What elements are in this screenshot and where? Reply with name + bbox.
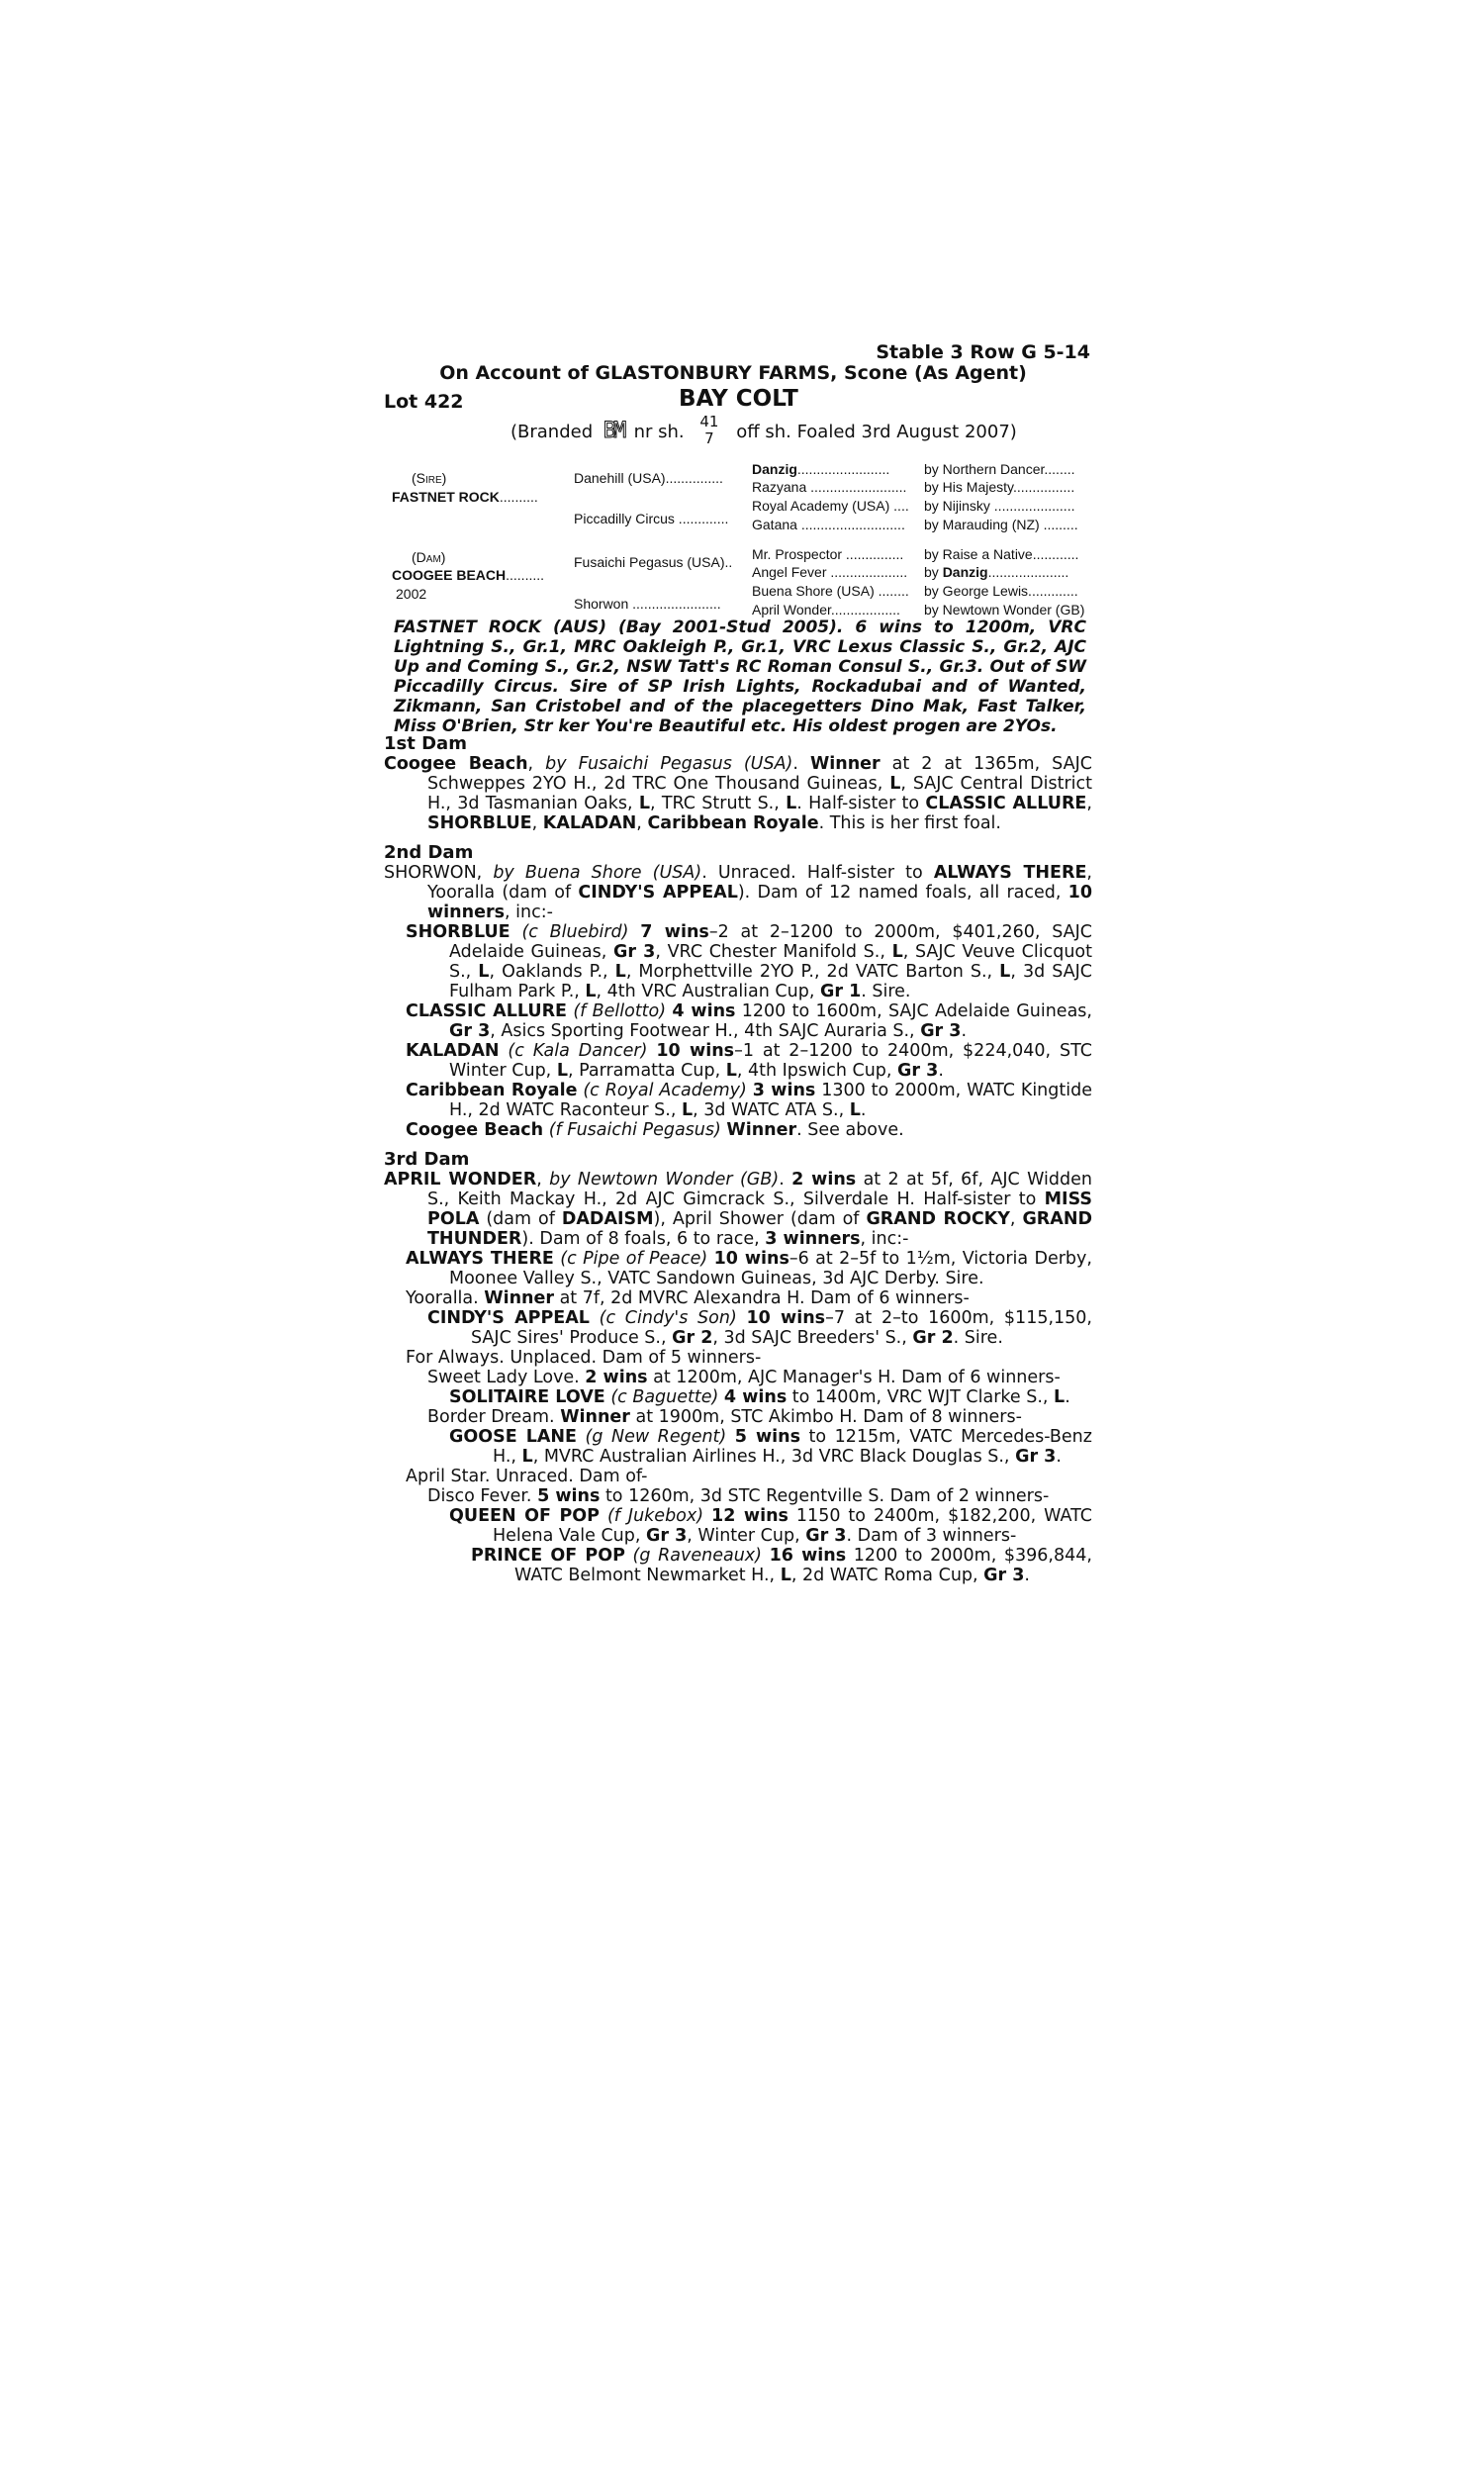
dam-sire: Fusaichi Pegasus (USA).. [574,554,733,570]
progeny-entry: CLASSIC ALLURE (f Bellotto) 4 wins 1200 to 1600m, SAJC Adelaide Guineas, Gr 3, Asics Sporting Footwear H., 4th SAJC Auraria S., Gr 3. [406,1001,1092,1041]
g3-7: April Wonder.................. [752,602,900,618]
progeny-entry: PRINCE OF POP (g Raveneaux) 16 wins 1200 to 2000m, $396,844, WATC Belmont Newmarket H., L, 2d WATC Roma Cup, Gr 3. [471,1546,1092,1585]
g3-5: Angel Fever .................... [752,564,908,580]
second-dam-heading: 2nd Dam [384,842,474,863]
first-dam-heading: 1st Dam [384,733,467,754]
sire-summary: FASTNET ROCK (AUS) (Bay 2001-Stud 2005). 6 wins to 1200m, VRC Lightning S., Gr.1, MRC Oakleigh P., Gr.1, VRC Lexus Classic S., Gr.2, AJC Up and Coming S., Gr.2, NSW Tatt's RC Roman Consul S., Gr.3. Out of SW Piccadilly Circus. Sire of SP Irish Lights, Rockadubai and of Wanted, Zikmann, San Cristobel and of the placegetters Dino Mak, Fast Talker, Miss O'Brien, Str ker You're Beautiful etc. His oldest progen are 2YOs. [394,618,1086,736]
g3-3: Gatana ........................... [752,517,905,532]
sire-role: (Sire) [412,470,447,486]
g4-5: by Danzig..................... [924,564,1069,580]
brand-line: (Branded BM nr sh. 41 7 off sh. Foaled 3rd August 2007) [510,413,1017,447]
progeny-entry: SOLITAIRE LOVE (c Baguette) 4 wins to 1400m, VRC WJT Clarke S., L. [449,1387,1070,1407]
progeny-entry: ALWAYS THERE (c Pipe of Peace) 10 wins–6 at 2–5f to 1½m, Victoria Derby, Moonee Valley S., VATC Sandown Guineas, 3d AJC Derby. Sire. [406,1249,1092,1288]
progeny-entry: CINDY'S APPEAL (c Cindy's Son) 10 wins–7 at 2–to 1600m, $115,150, SAJC Sires' Produce S., Gr 2, 3d SAJC Breeders' S., Gr 2. Sire. [427,1308,1092,1348]
dam-name: COOGEE BEACH.......... [392,567,545,583]
progeny-entry: SHORBLUE (c Bluebird) 7 wins–2 at 2–1200 to 2000m, $401,260, SAJC Adelaide Guineas, Gr 3, VRC Chester Manifold S., L, SAJC Veuve Clicquot S., L, Oaklands P., L, Morphettville 2YO P., 2d VATC Barton S., L, 3d SAJC Fulham Park P., L, 4th VRC Australian Cup, Gr 1. Sire. [406,922,1093,1001]
horse-title: BAY COLT [679,386,798,412]
progeny-entry: GOOSE LANE (g New Regent) 5 wins to 1215m, VATC Mercedes-Benz H., L, MVRC Australian Airlines H., 3d VRC Black Douglas S., Gr 3. [449,1427,1092,1467]
first-dam-entry: Coogee Beach, by Fusaichi Pegasus (USA). Winner at 2 at 1365m, SAJC Schweppes 2YO H., 2d TRC One Thousand Guineas, L, SAJC Central District H., 3d Tasmanian Oaks, L, TRC Strutt S., L. Half-sister to CLASSIC ALLURE, SHORBLUE, KALADAN, Caribbean Royale. This is her first foal. [384,754,1092,833]
progeny-entry: KALADAN (c Kala Dancer) 10 wins–1 at 2–1200 to 2400m, $224,040, STC Winter Cup, L, Parramatta Cup, L, 4th Ipswich Cup, Gr 3. [406,1041,1092,1081]
progeny-entry: Sweet Lady Love. 2 wins at 1200m, AJC Manager's H. Dam of 6 winners- [427,1368,1061,1387]
g4-7: by Newtown Wonder (GB) [924,602,1085,618]
vendor-account: On Account of GLASTONBURY FARMS, Scone (As Agent) [439,362,1027,384]
g4-4: by Raise a Native............ [924,546,1079,562]
g4-2: by Nijinsky ..................... [924,498,1075,514]
dam-dam: Shorwon ....................... [574,596,721,612]
stable-location: Stable 3 Row G 5-14 [876,341,1090,363]
g3-0: Danzig........................ [752,461,890,477]
progeny-entry: Caribbean Royale (c Royal Academy) 3 wins 1300 to 2000m, WATC Kingtide H., 2d WATC Raconteur S., L, 3d WATC ATA S., L. [406,1081,1092,1120]
g4-3: by Marauding (NZ) ......... [924,517,1078,532]
third-dam-heading: 3rd Dam [384,1149,470,1170]
g3-2: Royal Academy (USA) .... [752,498,909,514]
progeny-entry: Yooralla. Winner at 7f, 2d MVRC Alexandra H. Dam of 6 winners- [406,1288,970,1308]
g4-6: by George Lewis............. [924,583,1078,599]
sire-name: FASTNET ROCK.......... [392,489,538,505]
progeny-entry: Coogee Beach (f Fusaichi Pegasus) Winner. See above. [406,1120,904,1140]
progeny-entry: QUEEN OF POP (f Jukebox) 12 wins 1150 to 2400m, $182,200, WATC Helena Vale Cup, Gr 3, Winter Cup, Gr 3. Dam of 3 winners- [449,1506,1092,1546]
progeny-entry: April Star. Unraced. Dam of- [406,1467,648,1486]
lot-number: Lot 422 [384,391,464,413]
progeny-entry: Disco Fever. 5 wins to 1260m, 3d STC Regentville S. Dam of 2 winners- [427,1486,1050,1506]
third-dam-entry: APRIL WONDER, by Newtown Wonder (GB). 2 wins at 2 at 5f, 6f, AJC Widden S., Keith Mackay H., 2d AJC Gimcrack S., Silverdale H. Half-sister to MISS POLA (dam of DADAISM), April Shower (dam of GRAND ROCKY, GRAND THUNDER). Dam of 8 foals, 6 to race, 3 winners, inc:- [384,1170,1092,1249]
brand-fraction: 41 7 [699,413,719,447]
g3-1: Razyana ......................... [752,479,907,495]
second-dam-entry: SHORWON, by Buena Shore (USA). Unraced. Half-sister to ALWAYS THERE, Yooralla (dam of CINDY'S APPEAL). Dam of 12 named foals, all raced, 10 winners, inc:- [384,863,1092,922]
pedigree-table [384,455,1106,618]
family-details [384,734,1092,1585]
progeny-entry: Border Dream. Winner at 1900m, STC Akimbo H. Dam of 8 winners- [427,1407,1022,1427]
dam-year: 2002 [396,586,427,602]
brand-mark-icon [600,416,627,443]
g3-6: Buena Shore (USA) ........ [752,583,909,599]
g4-0: by Northern Dancer........ [924,461,1075,477]
svg-text:BM: BM [603,419,624,443]
g3-4: Mr. Prospector ............... [752,546,904,562]
g4-1: by His Majesty................ [924,479,1075,495]
dam-role: (Dam) [412,549,446,565]
progeny-entry: For Always. Unplaced. Dam of 5 winners- [406,1348,762,1368]
sire-sire: Danehill (USA)............... [574,470,723,486]
sire-dam: Piccadilly Circus ............. [574,511,729,526]
